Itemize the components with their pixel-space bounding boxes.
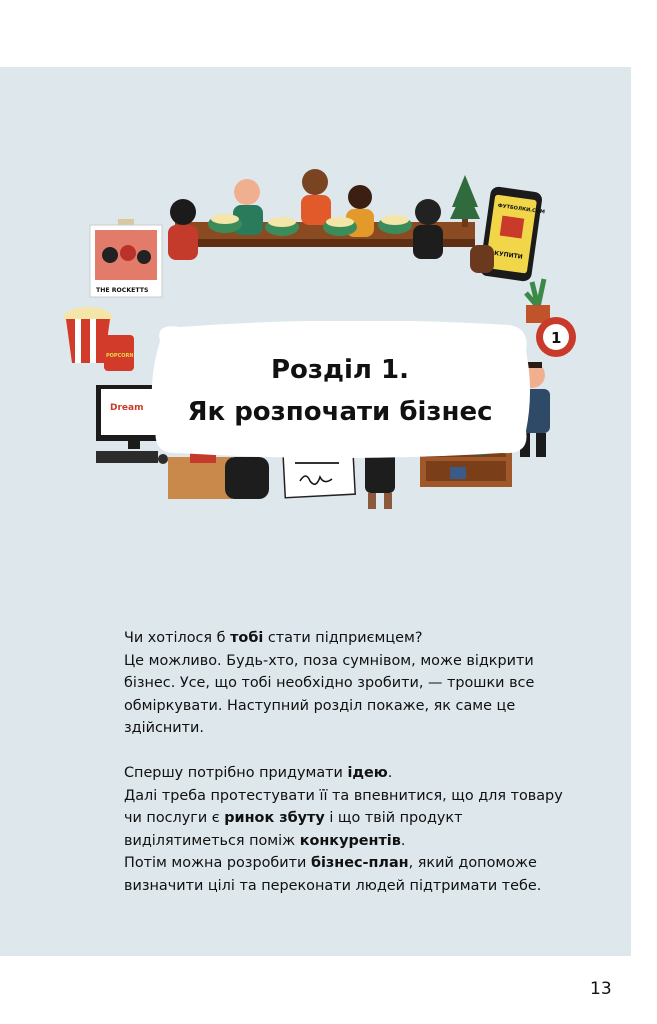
monitor-logo: Dream	[110, 403, 144, 413]
medal-icon	[536, 317, 576, 357]
text-run: Потім можна розробити	[124, 855, 311, 872]
text-run: стати підприємцем?	[263, 630, 423, 646]
text-run: Чи хотілося б	[124, 630, 231, 646]
page	[0, 67, 631, 999]
popcorn-label: POPCORN	[106, 353, 134, 359]
text-run: Це можливо. Будь-хто, поза сумнівом, може відкрити бізнес. Усе, що тобі необхідно зробити, — трошки все обміркувати. Наступний розділ покаже, як саме це здійснити.	[124, 652, 535, 737]
tree-icon	[450, 175, 480, 227]
bold-term: тобі	[230, 630, 264, 646]
poster-caption: THE ROCKETTS	[96, 287, 149, 294]
phone-buy-button: КУПИТИ	[493, 249, 524, 261]
paragraph-2	[124, 762, 564, 898]
body-text	[124, 627, 564, 920]
plant-icon	[526, 279, 550, 323]
popcorn-icon	[64, 307, 134, 371]
text-run: .	[400, 832, 406, 849]
text-run: .	[387, 764, 393, 781]
page-number: 13	[590, 979, 612, 999]
text-run: Далі треба протестувати її та впевнитися, що для товару чи послуги є	[124, 787, 563, 827]
text-run: Спершу потрібно придумати	[124, 764, 348, 781]
bold-term: конкурентів	[299, 832, 401, 849]
text-run: і що твій продукт виділятиметься поміж	[124, 810, 463, 849]
bold-term: ринок збуту	[224, 810, 325, 827]
phone-top-text: ФУТБОЛКИ.COM	[497, 202, 546, 216]
chapter-name: Як розпочати бізнес	[187, 397, 493, 427]
bold-term: ідею	[347, 764, 388, 781]
meeting-table-scene	[168, 169, 475, 260]
medal-number: 1	[551, 329, 562, 347]
phone-icon	[470, 186, 545, 282]
bold-term: бізнес-план	[310, 855, 409, 872]
chapter-title	[150, 349, 530, 433]
paragraph-1	[124, 627, 564, 740]
band-poster	[90, 219, 162, 297]
chapter-number: Розділ 1.	[271, 355, 409, 385]
text-run: , який допоможе визначити цілі та переконати людей підтримати тебе.	[124, 855, 542, 894]
